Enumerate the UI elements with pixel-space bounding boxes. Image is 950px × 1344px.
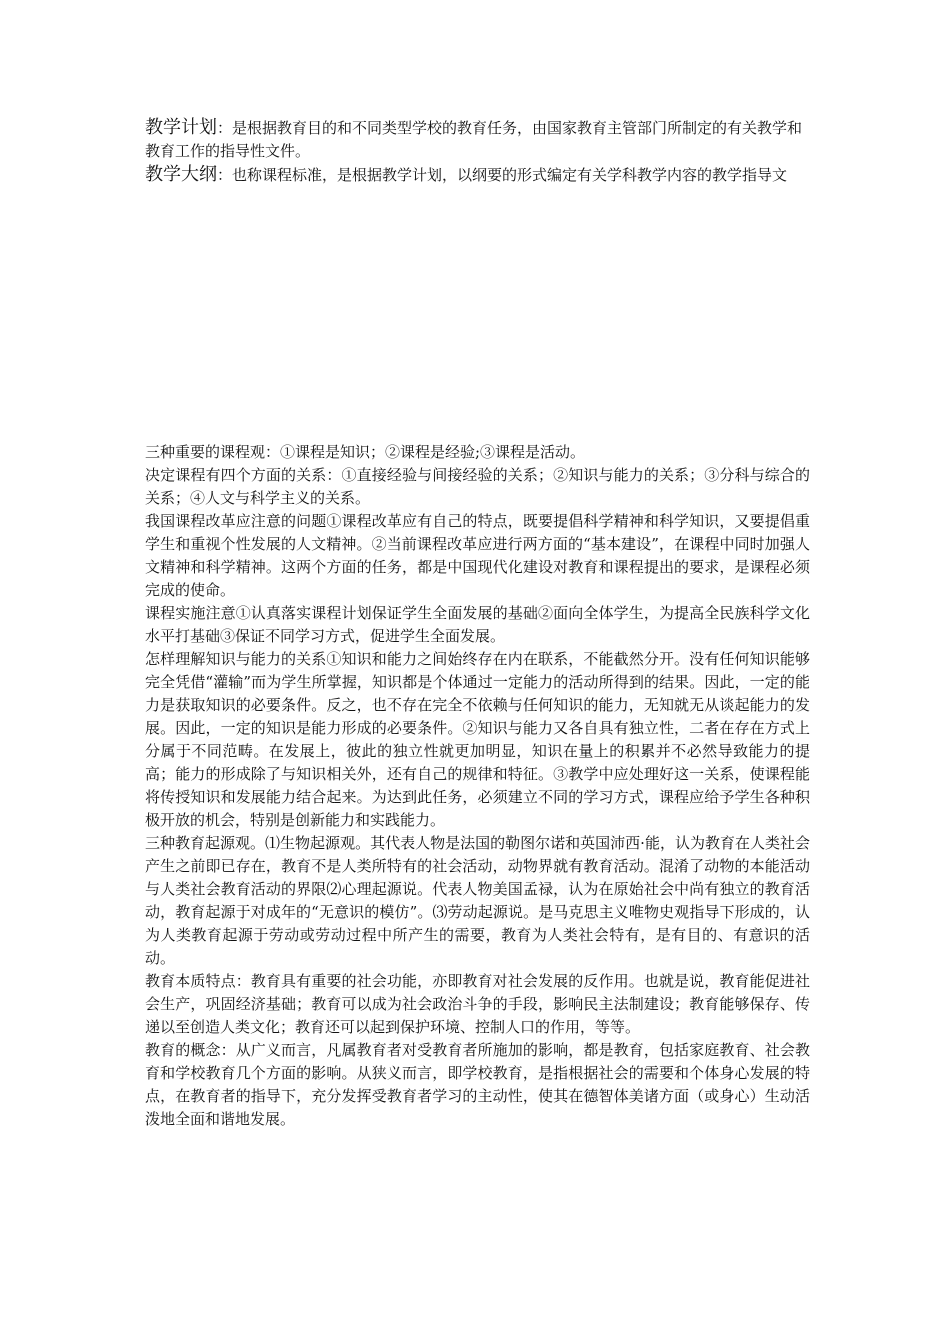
paragraph-knowledge-ability: 怎样理解知识与能力的关系①知识和能力之间始终存在内在联系，不能截然分开。没有任何知识能够完全凭借“灌输”而为学生所掌握，知识都是个体通过一定能力的活动所得到的结果。因此，一定的能力是获取知识的必要条件。反之，也不存在完全不依赖与任何知识的能力，无知就无从谈起能力的发展。因此，一定的知识是能力形成的必要条件。②知识与能力又各自具有独立性，二者在存在方式上分属于不同范畴。在发展上，彼此的独立性就更加明显，知识在量上的积累并不必然导致能力的提高；能力的形成除了与知识相关外，还有自己的规律和特征。③教学中应处理好这一关系，使课程能将传授知识和发展能力结合起来。为达到此任务，必须建立不同的学习方式，课程应给予学生各种积极开放的机会，特别是创新能力和实践能力。 — [145, 650, 810, 829]
top-section — [145, 116, 810, 187]
paragraph-teaching-syllabus — [145, 163, 810, 187]
paragraph-education-origin: 三种教育起源观。⑴生物起源观。其代表人物是法国的勒图尔诺和英国沛西·能，认为教育在人类社会产生之前即已存在，教育不是人类所特有的社会活动，动物界就有教育活动。混淆了动物的本能活动与人类社会教育活动的界限⑵心理起源说。代表人物美国孟禄，认为在原始社会中尚有独立的教育活动，教育起源于对成年的“无意识的模仿”。⑶劳动起源说。是马克思主义唯物史观指导下形成的，认为人类教育起源于劳动或劳动过程中所产生的需要，教育为人类社会特有，是有目的、有意识的活动。 — [145, 834, 810, 967]
paragraph-curriculum-implementation: 课程实施注意①认真落实课程计划保证学生全面发展的基础②面向全体学生，为提高全民族科学文化水平打基础③保证不同学习方式，促进学生全面发展。 — [145, 604, 810, 645]
term-teaching-syllabus: 教学大纲 — [145, 164, 217, 185]
paragraph-education-concept: 教育的概念：从广义而言，凡属教育者对受教育者所施加的影响，都是教育，包括家庭教育、社会教育和学校教育几个方面的影响。从狭义而言，即学校教育，是指根据社会的需要和个体身心发展的特点，在教育者的指导下，充分发挥受教育者学习的主动性，使其在德智体美诸方面（或身心）生动活泼地全面和谐地发展。 — [145, 1041, 810, 1128]
paragraph-curriculum-reform: 我国课程改革应注意的问题①课程改革应有自己的特点，既要提倡科学精神和科学知识，又要提倡重学生和重视个性发展的人文精神。②当前课程改革应进行两方面的“基本建设”，在课程中同时加强人文精神和科学精神。这两个方面的任务，都是中国现代化建设对教育和课程提出的要求，是课程必须完成的使命。 — [145, 512, 810, 599]
term-teaching-plan: 教学计划 — [145, 117, 217, 138]
paragraph-curriculum-relations: 决定课程有四个方面的关系：①直接经验与间接经验的关系；②知识与能力的关系；③分科与综合的关系；④人文与科学主义的关系。 — [145, 466, 810, 507]
paragraph-teaching-plan — [145, 116, 810, 163]
paragraph-education-nature: 教育本质特点：教育具有重要的社会功能，亦即教育对社会发展的反作用。也就是说，教育能促进社会生产，巩固经济基础；教育可以成为社会政治斗争的手段，影响民主法制建设；教育能够保存、传递以至创造人类文化；教育还可以起到保护环境、控制人口的作用，等等。 — [145, 972, 810, 1036]
definition-teaching-plan: ：是根据教育目的和不同类型学校的教育任务，由国家教育主管部门所制定的有关教学和教育工作的指导性文件。 — [145, 119, 803, 160]
paragraph-curriculum-views: 三种重要的课程观：①课程是知识；②课程是经验;③课程是活动。 — [145, 443, 586, 461]
main-body — [145, 441, 810, 1131]
definition-teaching-syllabus: ：也称课程标准，是根据教学计划，以纲要的形式编定有关学科教学内容的教学指导文 — [217, 166, 788, 184]
